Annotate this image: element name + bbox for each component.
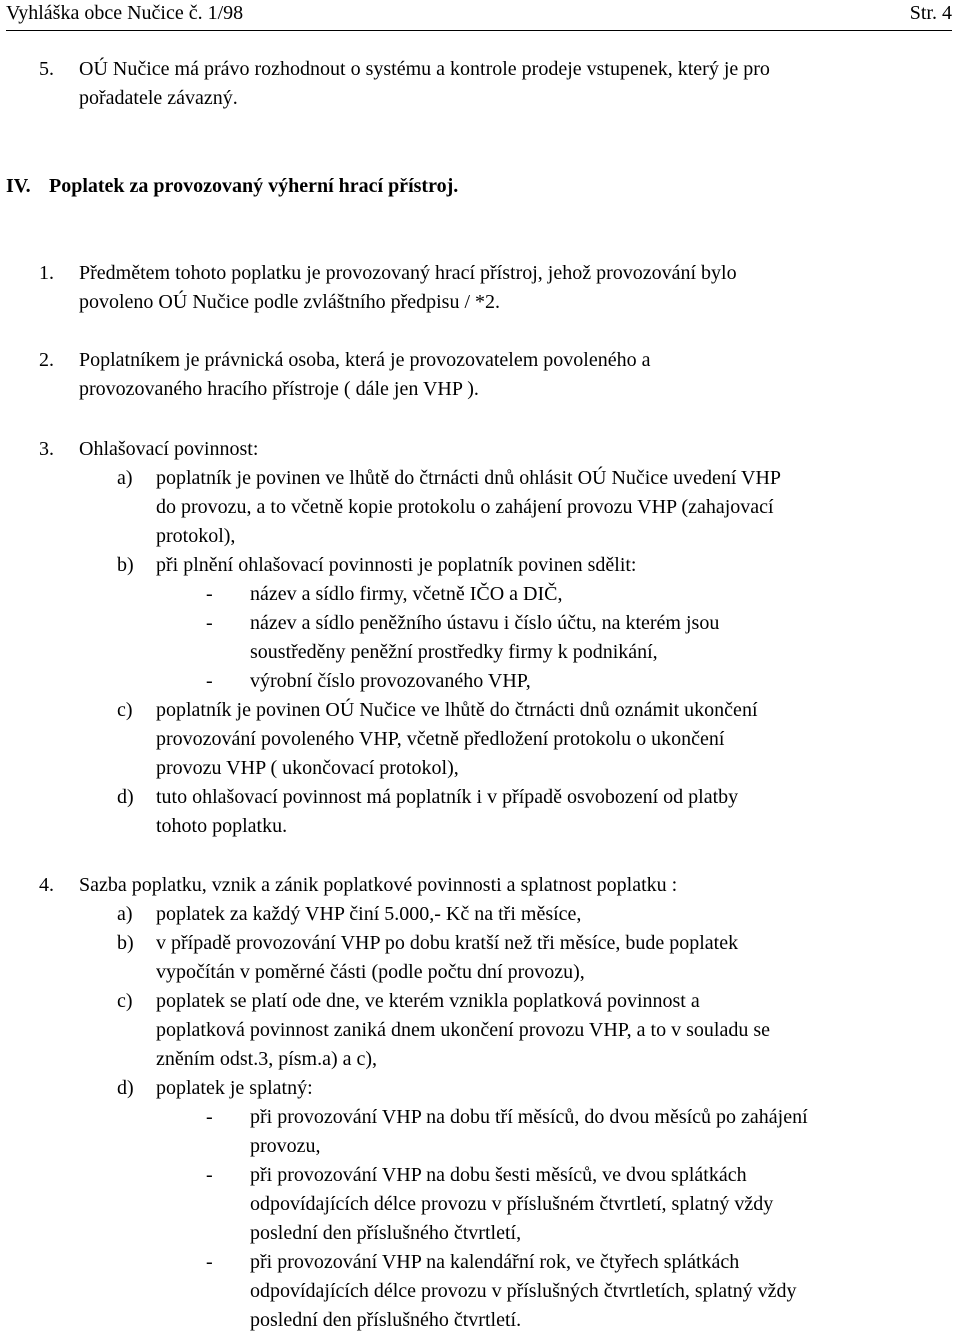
list-item-text: tuto ohlašovací povinnost má poplatník i v případě osvobození od platby	[156, 786, 739, 808]
item-5-number: 5.	[39, 58, 54, 80]
list-item-text: poplatník je povinen OÚ Nučice ve lhůtě do čtrnácti dnů oznámit ukončení	[156, 699, 758, 721]
paragraph-1-text: Předmětem tohoto poplatku je provozovaný hrací přístroj, jehož provozování bylo	[79, 262, 737, 284]
paragraph-2-text: provozovaného hracího přístroje ( dále jen VHP ).	[79, 378, 479, 400]
list-letter: c)	[117, 990, 133, 1012]
sub-item-text: poslední den příslušného čtvrtletí.	[250, 1309, 522, 1331]
list-item-text: při plnění ohlašovací povinnosti je poplatník povinen sdělit:	[156, 554, 637, 576]
item-5-text: OÚ Nučice má právo rozhodnout o systému a kontrole prodeje vstupenek, který je pro	[79, 58, 770, 80]
sub-item-text: při provozování VHP na kalendářní rok, ve čtyřech splátkách	[250, 1251, 740, 1273]
paragraph-1-text: povoleno OÚ Nučice podle zvláštního předpisu / *2.	[79, 291, 501, 313]
dash-bullet: -	[206, 583, 213, 605]
list-letter: d)	[117, 1077, 134, 1099]
paragraph-4-title: Sazba poplatku, vznik a zánik poplatkové povinnosti a splatnost poplatku :	[79, 874, 678, 896]
dash-bullet: -	[206, 670, 213, 692]
list-letter: b)	[117, 932, 134, 954]
sub-item-text: výrobní číslo provozovaného VHP,	[250, 670, 531, 692]
list-item-text: poplatek je splatný:	[156, 1077, 313, 1099]
list-item-text: do provozu, a to včetně kopie protokolu o zahájení provozu VHP (zahajovací	[156, 496, 774, 518]
sub-item-text: soustředěny peněžní prostředky firmy k podnikání,	[250, 641, 658, 663]
sub-item-text: při provozování VHP na dobu tří měsíců, do dvou měsíců po zahájení	[250, 1106, 808, 1128]
dash-bullet: -	[206, 1164, 213, 1186]
section-number: IV.	[6, 175, 31, 197]
page-number: Str. 4	[909, 2, 952, 24]
list-item-text: provozu VHP ( ukončovací protokol),	[156, 757, 459, 779]
item-5-text: pořadatele závazný.	[79, 87, 238, 109]
list-letter: d)	[117, 786, 134, 808]
sub-item-text: odpovídajících délce provozu v příslušném čtvrtletí, splatný vždy	[250, 1193, 774, 1215]
paragraph-2-number: 2.	[39, 349, 54, 371]
list-item-text: poplatek se platí ode dne, ve kterém vznikla poplatková povinnost a	[156, 990, 700, 1012]
list-letter: a)	[117, 467, 133, 489]
list-letter: a)	[117, 903, 133, 925]
sub-item-text: název a sídlo peněžního ústavu i číslo účtu, na kterém jsou	[250, 612, 720, 634]
dash-bullet: -	[206, 612, 213, 634]
sub-item-text: provozu,	[250, 1135, 321, 1157]
dash-bullet: -	[206, 1106, 213, 1128]
document-title: Vyhláška obce Nučice č. 1/98	[6, 2, 244, 24]
list-item-text: zněním odst.3, písm.a) a c),	[156, 1048, 378, 1070]
list-item-text: poplatník je povinen ve lhůtě do čtrnácti dnů ohlásit OÚ Nučice uvedení VHP	[156, 467, 782, 489]
sub-item-text: poslední den příslušného čtvrtletí,	[250, 1222, 522, 1244]
paragraph-4-number: 4.	[39, 874, 54, 896]
page-header	[6, 0, 952, 31]
dash-bullet: -	[206, 1251, 213, 1273]
list-item-text: vypočítán v poměrné části (podle počtu dní provozu),	[156, 961, 585, 983]
sub-item-text: název a sídlo firmy, včetně IČO a DIČ,	[250, 583, 563, 605]
sub-item-text: odpovídajících délce provozu v příslušných čtvrtletích, splatný vždy	[250, 1280, 797, 1302]
list-item-text: tohoto poplatku.	[156, 815, 288, 837]
section-heading: Poplatek za provozovaný výherní hrací přístroj.	[49, 175, 459, 197]
sub-item-text: při provozování VHP na dobu šesti měsíců, ve dvou splátkách	[250, 1164, 747, 1186]
list-letter: b)	[117, 554, 134, 576]
paragraph-3-number: 3.	[39, 438, 54, 460]
list-item-text: v případě provozování VHP po dobu kratší než tři měsíce, bude poplatek	[156, 932, 739, 954]
list-item-text: poplatková povinnost zaniká dnem ukončení provozu VHP, a to v souladu se	[156, 1019, 770, 1041]
paragraph-3-title: Ohlašovací povinnost:	[79, 438, 259, 460]
paragraph-2-text: Poplatníkem je právnická osoba, která je provozovatelem povoleného a	[79, 349, 651, 371]
list-item-text: protokol),	[156, 525, 236, 547]
list-letter: c)	[117, 699, 133, 721]
list-item-text: poplatek za každý VHP činí 5.000,- Kč na tři měsíce,	[156, 903, 582, 925]
list-item-text: provozování povoleného VHP, včetně předložení protokolu o ukončení	[156, 728, 725, 750]
paragraph-1-number: 1.	[39, 262, 54, 284]
